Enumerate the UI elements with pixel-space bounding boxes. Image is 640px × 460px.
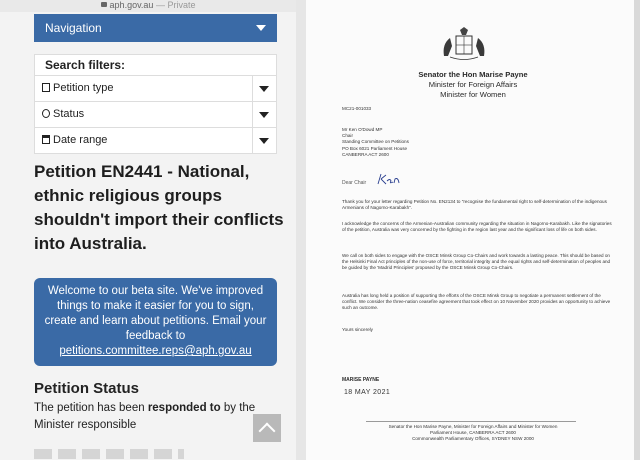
url-text: aph.gov.au xyxy=(109,0,154,10)
divider xyxy=(296,0,306,460)
salutation: Dear Chair xyxy=(342,180,367,186)
address-line: PO Box 6021 Parliament House xyxy=(342,145,408,151)
filter-status[interactable] xyxy=(35,102,276,128)
browser-url-bar[interactable] xyxy=(0,0,296,12)
sender-name: Senator the Hon Marise Payne xyxy=(418,70,528,79)
footer-line: Senator the Hon Marise Payne, Minister for Foreign Affairs and Minister for Women xyxy=(388,424,558,429)
caret-down-icon[interactable] xyxy=(259,86,269,92)
divider xyxy=(252,128,253,153)
handwritten-name-signature xyxy=(376,172,402,186)
mobile-webpage xyxy=(0,0,296,460)
recipient-address xyxy=(342,127,409,158)
sender-block xyxy=(306,70,640,100)
caret-down-icon[interactable] xyxy=(259,138,269,144)
address-line: Standing Committee on Petitions xyxy=(342,139,409,145)
divider xyxy=(252,76,253,101)
address-line: Chair xyxy=(342,133,353,139)
address-line: Mr Ken O'Dowd MP xyxy=(342,127,383,132)
sender-title: Minister for Women xyxy=(440,90,506,99)
response-letter xyxy=(306,0,640,460)
divider xyxy=(252,102,253,127)
filter-petition-type[interactable] xyxy=(35,76,276,102)
sender-title: Minister for Foreign Affairs xyxy=(428,80,518,89)
coat-of-arms-logo xyxy=(436,26,492,62)
letter-footer xyxy=(306,424,640,443)
footer-line: Commonwealth Parliamentary Offices, SYDNEY NSW 2000 xyxy=(412,436,534,442)
filter-label: Date range xyxy=(53,134,108,146)
filter-label: Petition type xyxy=(53,82,114,94)
chevron-up-icon xyxy=(259,423,276,440)
navigation-label: Navigation xyxy=(45,21,102,35)
page-edge xyxy=(634,0,640,460)
search-filters-heading: Search filters: xyxy=(35,55,276,76)
filter-label: Status xyxy=(53,108,85,120)
reference-number: MC21-001033 xyxy=(342,106,372,111)
caret-down-icon xyxy=(256,25,266,31)
lock-icon xyxy=(101,2,107,7)
closing: Yours sincerely xyxy=(342,327,373,332)
address-line: CANBERRA ACT 2600 xyxy=(342,151,389,157)
status-prefix: The petition has been xyxy=(34,402,148,414)
partially-visible-heading xyxy=(34,449,184,459)
calendar-icon xyxy=(42,135,50,144)
letter-paragraph: Thank you for your letter regarding Petition No. EN2134 to "recognise the fundamental right to self-determination of the indigenous Armenians of Nagorno-Karabakh". xyxy=(342,199,607,211)
status-bold: responded to xyxy=(147,402,221,414)
back-to-top-button[interactable] xyxy=(253,414,281,442)
letter-paragraph: We call on both sides to engage with the OSCE Minsk Group Co-Chairs and work towards a lasting peace. This should be based on the Helsinki Final Act principles of the non-use of force, territorial integrity and the equal rights and self-determination of peoples and be guided by the 'Madrid Principles' proposed by the OSCE Minsk Group Co-Chairs. xyxy=(342,253,611,271)
letter-paragraph: I acknowledge the concerns of the Armenian-Australian community regarding the situation in Nagorno-Karabakh. Like the signatories of the petition, Australia was very concerned by the fighting in the region last year and the significant loss of life on both sides. xyxy=(342,221,612,233)
filter-date-range[interactable] xyxy=(35,128,276,153)
search-filters-panel xyxy=(34,54,277,154)
petition-title: Petition EN2441 - National, ethnic religious groups shouldn't import their conflicts into Australia. xyxy=(34,162,284,253)
clock-icon xyxy=(42,109,50,118)
footer-line: Parliament House, CANBERRA ACT 2600 xyxy=(430,430,516,436)
private-mode-label: — Private xyxy=(155,0,196,10)
petition-status-text xyxy=(34,400,264,434)
feedback-email-link[interactable]: petitions.committee.reps@aph.gov.au xyxy=(59,345,252,357)
beta-notice-text: Welcome to our beta site. We've improved things to make it easier for you to sign, create and learn about petitions. Email your feedback to xyxy=(44,285,267,342)
petition-status-heading: Petition Status xyxy=(34,380,140,397)
document-icon xyxy=(42,83,50,92)
letter-paragraph: Australia has long held a position of supporting the efforts of the OSCE Minsk Group to negotiate a permanent settlement of the conflict. We consider the three-nation ceasefire agreement that took effect on 10 November 2020 provides an opportunity to achieve such an outcome. xyxy=(342,293,611,311)
signatory-name: MARISE PAYNE xyxy=(342,377,380,383)
beta-notice xyxy=(34,278,277,366)
date-stamp: 18 MAY 2021 xyxy=(344,389,391,396)
caret-down-icon[interactable] xyxy=(259,112,269,118)
status-suffix: by the Minister responsible xyxy=(34,402,256,431)
navigation-dropdown[interactable] xyxy=(34,14,277,42)
footer-rule xyxy=(366,421,576,422)
